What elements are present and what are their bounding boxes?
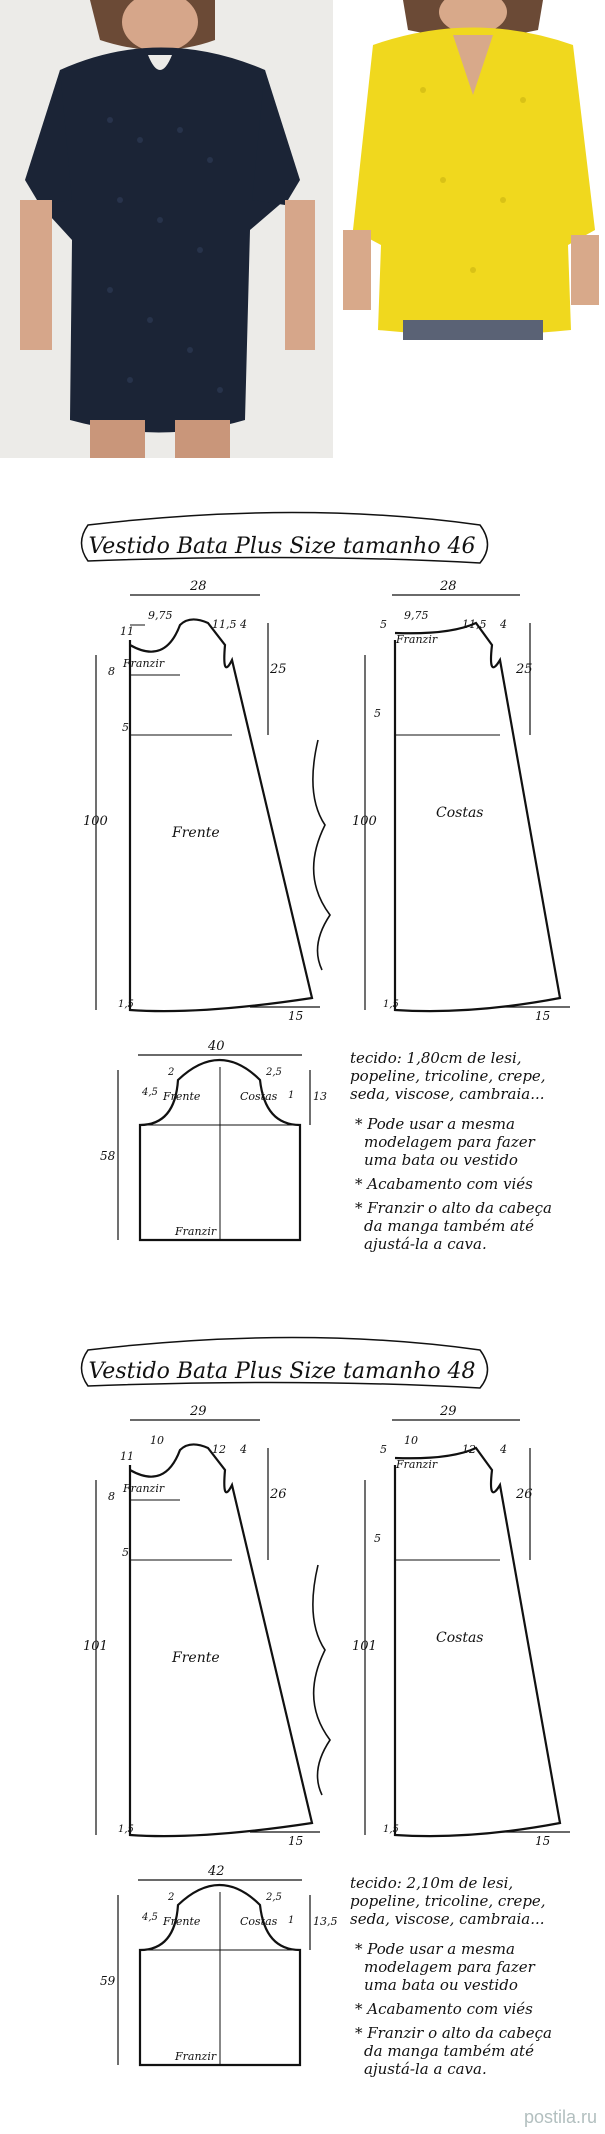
front-side-mark: 5 <box>122 721 129 734</box>
back-neck-depth: 5 <box>380 618 387 631</box>
back-shoulder: 12 <box>462 1443 476 1456</box>
front-fold: Franzir <box>123 657 165 670</box>
note-line: * Acabamento com viés <box>355 2000 533 2018</box>
pattern-sheet-46 <box>0 495 605 1305</box>
sleeve-mark-2: 2,5 <box>266 1067 282 1078</box>
back-neck-width: 10 <box>404 1434 418 1447</box>
note-line: popeline, tricoline, crepe, <box>350 1067 546 1085</box>
watermark: postila.ru <box>523 2107 597 2127</box>
back-flare: 15 <box>535 1009 551 1023</box>
photo-yellow-blouse <box>333 0 605 340</box>
note-line: * Franzir o alto da cabeça <box>355 1199 552 1217</box>
front-neck-depth: 11 <box>120 625 134 638</box>
sleeve-length: 59 <box>100 1974 116 1988</box>
front-flare: 15 <box>288 1009 304 1023</box>
back-hem-rise: 1,5 <box>383 1824 399 1835</box>
sleeve-front-label: Frente <box>163 1915 201 1928</box>
note-line: modelagem para fazer <box>364 1958 535 1976</box>
back-label: Costas <box>436 1630 484 1646</box>
back-width: 29 <box>440 1404 457 1419</box>
front-fold: Franzir <box>123 1482 165 1495</box>
sleeve-cap-height: 13 <box>313 1090 327 1103</box>
back-flare: 15 <box>535 1834 551 1848</box>
note-line: ajustá-la a cava. <box>364 2060 487 2078</box>
front-armhole: 25 <box>270 662 287 677</box>
sleeve-fold: Franzir <box>175 1225 217 1238</box>
sleeve-length: 58 <box>100 1149 116 1163</box>
back-shoulder-drop: 4 <box>500 618 507 631</box>
front-yoke: 8 <box>108 1490 115 1503</box>
back-neck-depth: 5 <box>380 1443 387 1456</box>
back-width: 28 <box>440 579 457 594</box>
front-neck-width: 9,75 <box>148 609 173 622</box>
sleeve-width: 42 <box>208 1864 225 1879</box>
back-shoulder: 11,5 <box>462 618 487 631</box>
note-line: uma bata ou vestido <box>364 1976 518 1994</box>
note-line: da manga também até <box>364 1217 534 1235</box>
back-armhole: 25 <box>516 662 533 677</box>
front-length: 101 <box>83 1639 108 1654</box>
back-shoulder-drop: 4 <box>500 1443 507 1456</box>
sleeve-mark-2: 2,5 <box>266 1892 282 1903</box>
author-signature <box>313 1565 330 1795</box>
sleeve-back-label: Costas <box>240 1090 278 1103</box>
front-width: 28 <box>190 579 207 594</box>
front-label: Frente <box>172 1650 220 1666</box>
note-line: ajustá-la a cava. <box>364 1235 487 1253</box>
pattern-sheet-48 <box>0 1320 605 2130</box>
back-fold: Franzir <box>396 1458 438 1471</box>
sleeve-width: 40 <box>208 1039 225 1054</box>
fabric-notes <box>350 1874 552 2078</box>
note-line: * Franzir o alto da cabeça <box>355 2024 552 2042</box>
sleeve-mark-1: 2 <box>168 1892 175 1903</box>
front-length: 100 <box>83 814 108 829</box>
front-shoulder: 12 <box>212 1443 226 1456</box>
front-neck-depth: 11 <box>120 1450 134 1463</box>
sleeve-mark-4: 1 <box>288 1090 295 1101</box>
sleeve-mark-1: 2 <box>168 1067 175 1078</box>
front-flare: 15 <box>288 1834 304 1848</box>
note-line: tecido: 2,10m de lesi, <box>350 1874 514 1892</box>
front-width: 29 <box>190 1404 207 1419</box>
front-label: Frente <box>172 825 220 841</box>
note-line: seda, viscose, cambraia... <box>350 1910 545 1928</box>
front-shoulder-drop: 4 <box>240 618 247 631</box>
back-piece <box>365 595 570 1011</box>
sleeve-mark-4: 1 <box>288 1915 295 1926</box>
front-hem-rise: 1,5 <box>118 999 134 1010</box>
back-length: 100 <box>352 814 377 829</box>
sleeve-front-label: Frente <box>163 1090 201 1103</box>
note-line: * Acabamento com viés <box>355 1175 533 1193</box>
note-line: da manga também até <box>364 2042 534 2060</box>
sleeve-mark-3: 4,5 <box>142 1912 158 1923</box>
sheet-title: Vestido Bata Plus Size tamanho 46 <box>88 534 476 559</box>
back-armhole: 26 <box>516 1487 533 1502</box>
sleeve-cap-height: 13,5 <box>313 1915 338 1928</box>
note-line: uma bata ou vestido <box>364 1151 518 1169</box>
note-line: tecido: 1,80cm de lesi, <box>350 1049 522 1067</box>
front-hem-rise: 1,5 <box>118 1824 134 1835</box>
sleeve-piece <box>118 1055 310 1240</box>
back-fold: Franzir <box>396 633 438 646</box>
author-signature <box>313 740 330 970</box>
back-label: Costas <box>436 805 484 821</box>
back-hem-rise: 1,5 <box>383 999 399 1010</box>
sleeve-back-label: Costas <box>240 1915 278 1928</box>
note-line: modelagem para fazer <box>364 1133 535 1151</box>
fabric-notes <box>350 1049 552 1253</box>
sleeve-fold: Franzir <box>175 2050 217 2063</box>
photo-navy-dress <box>0 0 333 458</box>
note-line: * Pode usar a mesma <box>355 1940 515 1958</box>
front-shoulder: 11,5 <box>212 618 237 631</box>
sleeve-piece <box>118 1880 310 2065</box>
front-yoke: 8 <box>108 665 115 678</box>
note-line: * Pode usar a mesma <box>355 1115 515 1133</box>
front-shoulder-drop: 4 <box>240 1443 247 1456</box>
back-side-mark: 5 <box>374 707 381 720</box>
front-neck-width: 10 <box>150 1434 164 1447</box>
front-side-mark: 5 <box>122 1546 129 1559</box>
front-armhole: 26 <box>270 1487 287 1502</box>
back-length: 101 <box>352 1639 377 1654</box>
back-side-mark: 5 <box>374 1532 381 1545</box>
back-piece <box>365 1420 570 1836</box>
sheet-title: Vestido Bata Plus Size tamanho 48 <box>88 1359 476 1384</box>
back-neck-width: 9,75 <box>404 609 429 622</box>
note-line: popeline, tricoline, crepe, <box>350 1892 546 1910</box>
note-line: seda, viscose, cambraia... <box>350 1085 545 1103</box>
sleeve-mark-3: 4,5 <box>142 1087 158 1098</box>
